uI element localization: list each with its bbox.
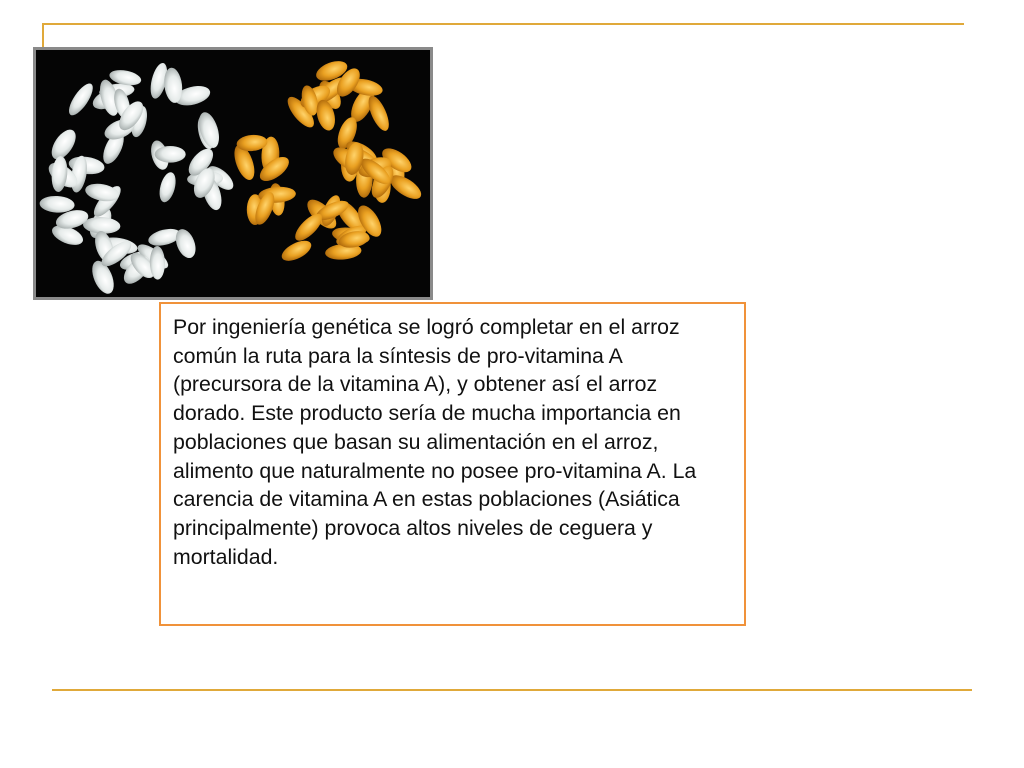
top-rule-tick: [42, 23, 44, 47]
description-text-box: [159, 302, 746, 626]
top-rule: [44, 23, 964, 25]
bottom-rule: [52, 689, 972, 691]
rice-comparison-photo: [33, 47, 433, 300]
description-paragraph: Por ingeniería genética se logró completar en el arroz común la ruta para la síntesis de pro-vitamina A (precursora de la vitamina A), y obtener así el arroz dorado. Este producto sería de mucha importancia en poblaciones que basan su alimentación en el arroz, alimento que naturalmente no posee pro-vitamina A. La carencia de vitamina A en estas poblaciones (Asiática principalmente) provoca altos niveles de ceguera y mortalidad.: [173, 315, 697, 569]
white-rice-grain: [155, 146, 186, 163]
rice-comparison-image: [36, 50, 430, 297]
